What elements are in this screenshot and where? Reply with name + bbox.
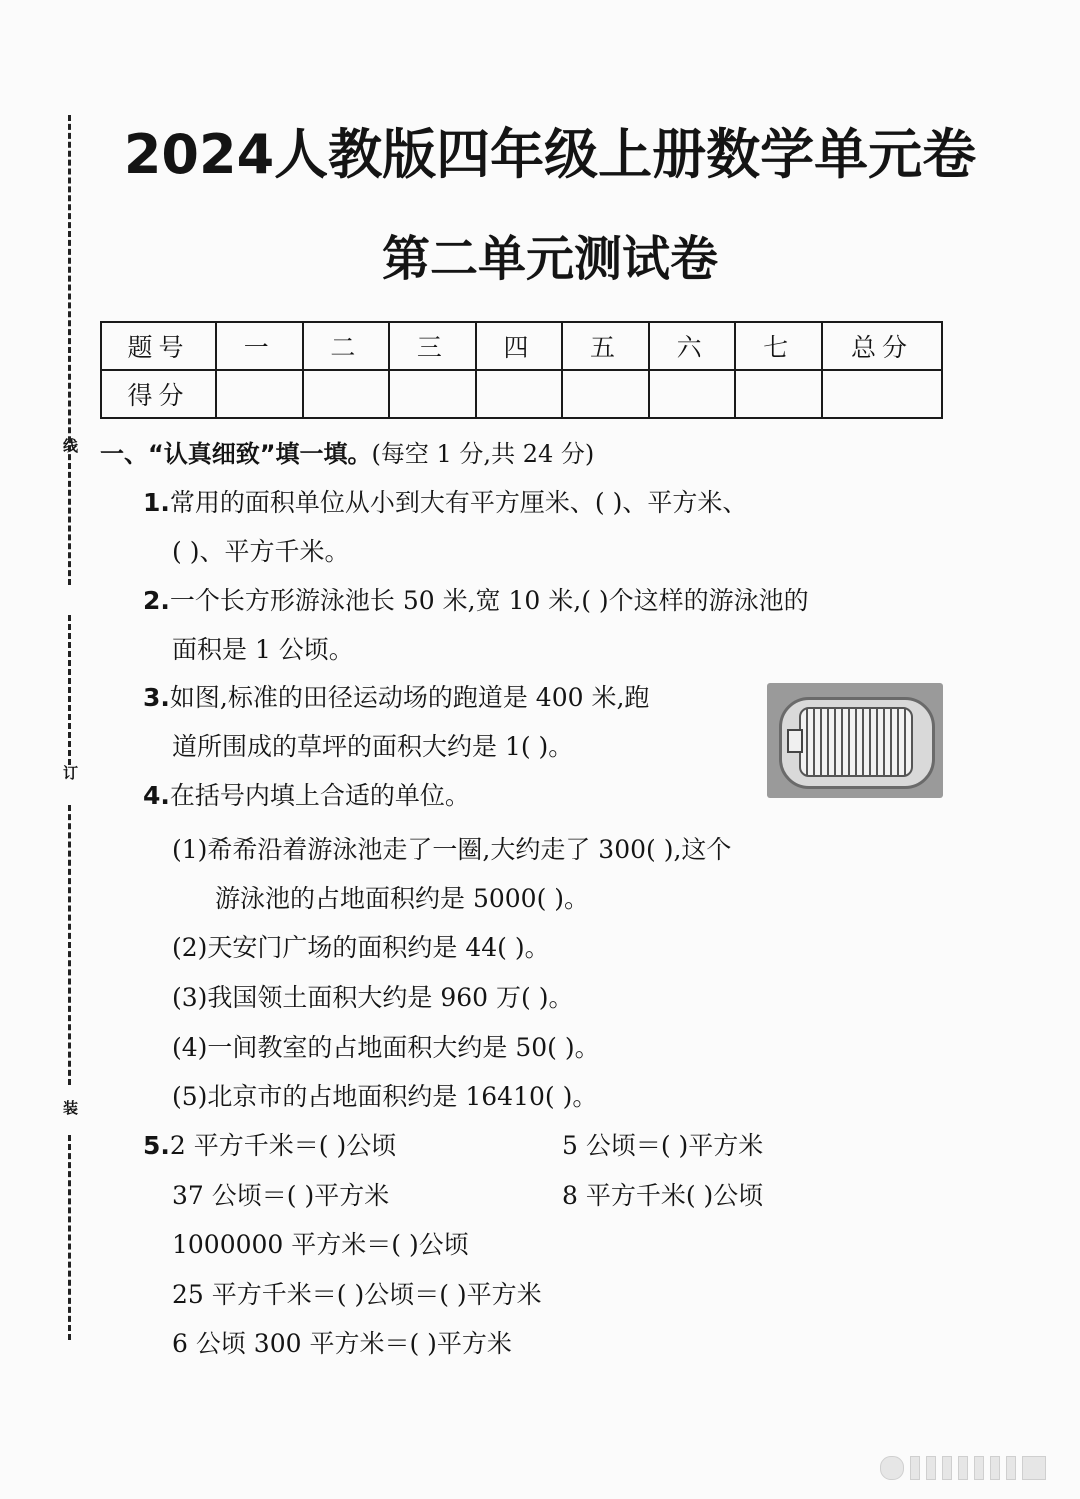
question-1 [143,487,747,519]
section-1-heading [100,438,594,470]
score-cell[interactable] [822,370,942,418]
question-5-item: 8 平方千米( )公顷 [562,1181,764,1210]
page-title: 2024人教版四年级上册数学单元卷 [123,123,977,186]
score-cell[interactable] [649,370,736,418]
grass-field [799,707,913,777]
question-number: 4. [143,781,170,810]
question-text: 在括号内填上合适的单位。 [169,781,470,810]
question-5-item: 6 公顷 300 平方米＝( )平方米 [172,1329,512,1358]
score-cell[interactable] [735,370,822,418]
score-table-header-row [101,322,942,370]
score-header-cell: 七 [735,322,822,370]
question-4-part-5: (5)北京市的占地面积约是 16410( )。 [172,1082,598,1111]
score-header-cell: 二 [303,322,390,370]
question-2 [143,585,809,617]
binding-label-mid: 订 [61,765,79,780]
question-3-continued: 道所围成的草坪的面积大约是 1( )。 [172,732,574,761]
score-cell[interactable] [562,370,649,418]
score-table [100,321,943,419]
score-cell[interactable] [476,370,563,418]
question-text: 一个长方形游泳池长 50 米,宽 10 米,( )个这样的游泳池的 [169,586,809,615]
stadium-image [767,683,943,798]
question-1-continued: ( )、平方千米。 [172,537,350,566]
question-5-item: 5 公顷＝( )平方米 [562,1131,764,1160]
question-4 [143,780,470,812]
score-header-cell: 题号 [101,322,216,370]
binding-dashed-line [68,805,71,1085]
binding-label-bottom: 装 [61,1100,79,1115]
question-text: 2 平方千米＝( )公顷 [169,1131,397,1160]
score-cell[interactable] [303,370,390,418]
question-5-item: 37 公顷＝( )平方米 [172,1181,390,1210]
score-header-cell: 一 [216,322,303,370]
question-number: 5. [143,1131,170,1160]
question-4-part-1: (1)希希沿着游泳池走了一圈,大约走了 300( ),这个 [172,835,732,864]
section-1-title: 一、“认真细致”填一填。 [100,440,372,468]
section-1-note: (每空 1 分,共 24 分) [371,440,595,468]
score-cell[interactable] [389,370,476,418]
question-5-item: 1000000 平方米＝( )公顷 [172,1230,469,1259]
score-header-cell: 总分 [822,322,942,370]
binding-margin [60,115,80,1340]
question-text: 如图,标准的田径运动场的跑道是 400 米,跑 [169,683,650,712]
question-2-continued: 面积是 1 公顷。 [172,635,354,664]
question-text: 常用的面积单位从小到大有平方厘米、( )、平方米、 [169,488,748,517]
question-4-part-1-continued: 游泳池的占地面积约是 5000( )。 [215,884,590,913]
score-header-cell: 四 [476,322,563,370]
page-subtitle: 第二单元测试卷 [381,231,718,287]
binding-label-top: 线 [61,438,79,453]
score-cell[interactable] [216,370,303,418]
question-number: 3. [143,683,170,712]
corner-watermark-icon [880,1455,1055,1481]
binding-dashed-line [68,615,71,765]
question-4-part-3: (3)我国领土面积大约是 960 万( )。 [172,983,574,1012]
question-5 [143,1130,396,1162]
binding-dashed-line [68,1135,71,1340]
question-4-part-4: (4)一间教室的占地面积大约是 50( )。 [172,1033,600,1062]
stadium-structure [787,729,803,753]
score-header-cell: 三 [389,322,476,370]
score-table-score-row [101,370,942,418]
question-4-part-2: (2)天安门广场的面积约是 44( )。 [172,933,550,962]
score-header-cell: 六 [649,322,736,370]
score-row-label: 得分 [101,370,216,418]
question-number: 2. [143,586,170,615]
question-3 [143,682,649,714]
question-5-item: 25 平方千米＝( )公顷＝( )平方米 [172,1280,542,1309]
score-header-cell: 五 [562,322,649,370]
question-number: 1. [143,488,170,517]
